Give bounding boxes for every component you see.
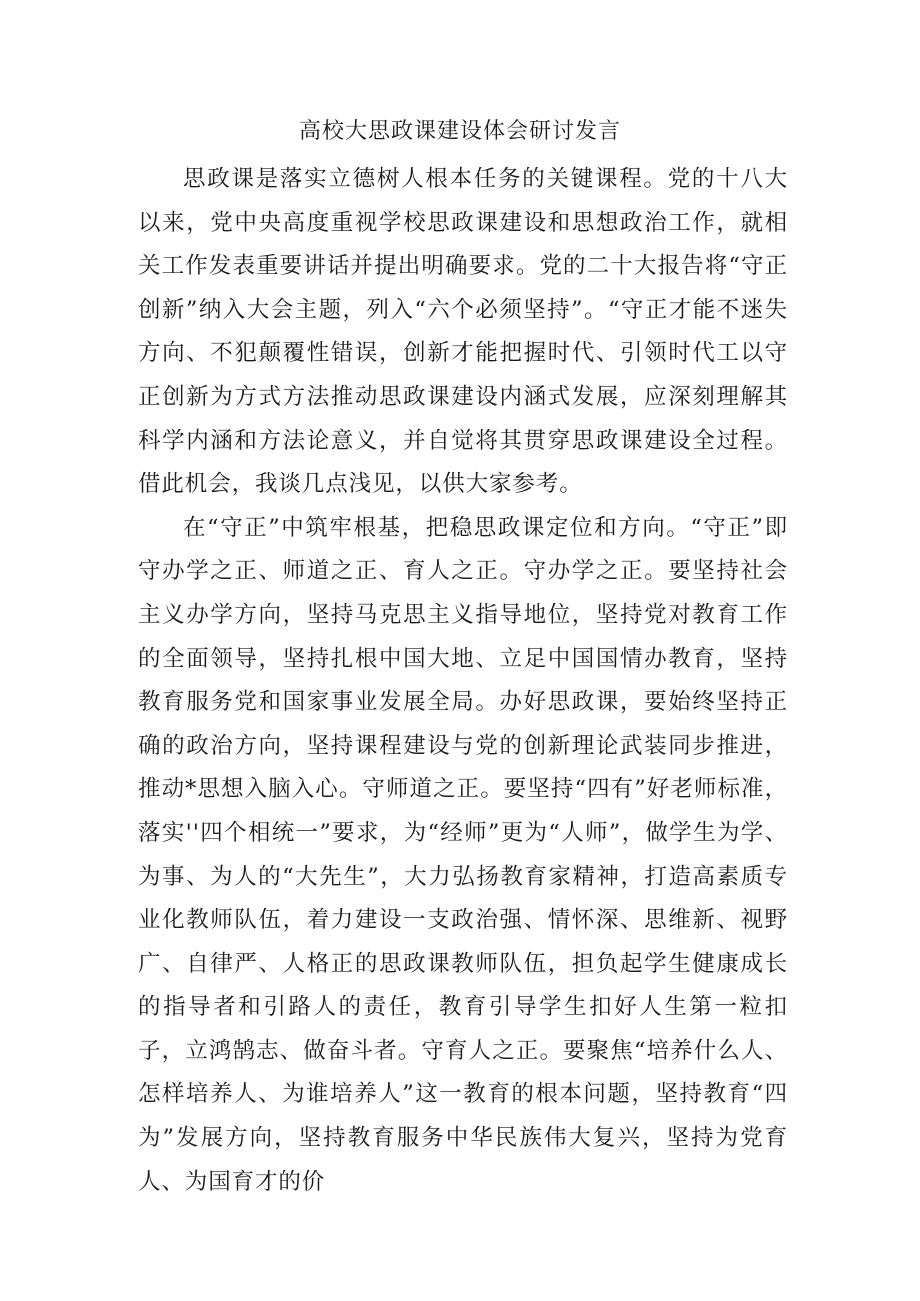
document-title: 高校大思政课建设体会研讨发言 [298, 119, 621, 144]
paragraph-intro: 思政课是落实立德树人根本任务的关键课程。党的十八大以来，党中央高度重视学校思政课建设和思想政治工作，就相关工作发表重要讲话并提出明确要求。党的二十大报告将“守正创新”纳入大会主题，列入“六个必须坚持”。“守正才能不迷失方向、不犯颠覆性错误，创新才能把握时代、引领时代工以守正创新为方式方法推动思政课建设内涵式发展，应深刻理解其科学内涵和方法论意义，并自觉将其贯穿思政课建设全过程。借此机会，我谈几点浅见，以供大家参考。 [138, 166, 788, 498]
document-body [138, 158, 788, 1204]
paragraph-shouzheng: 在“守正”中筑牢根基，把稳思政课定位和方向。“守正”即守办学之正、师道之正、育人之正。守办学之正。要坚持社会主义办学方向，坚持马克思主义指导地位，坚持党对教育工作的全面领导，坚持扎根中国大地、立足中国国情办教育，坚持教育服务党和国家事业发展全局。办好思政课，要始终坚持正确的政治方向，坚持课程建设与党的创新理论武装同步推进，推动*思想入脑入心。守师道之正。要坚持“四有”好老师标准，落实''四个相统一”要求，为“经师”更为“人师”，做学生为学、为事、为人的“大先生”，大力弘扬教育家精神，打造高素质专业化教师队伍，着力建设一支政治强、情怀深、思维新、视野广、自律严、人格正的思政课教师队伍，担负起学生健康成长的指导者和引路人的责任，教育引导学生扣好人生第一粒扣子，立鸿鹄志、做奋斗者。守育人之正。要聚焦“培养什么人、怎样培养人、为谁培养人”这一教育的根本问题，坚持教育“四为”发展方向，坚持教育服务中华民族伟大复兴，坚持为党育人、为国育才的价 [138, 514, 788, 1195]
